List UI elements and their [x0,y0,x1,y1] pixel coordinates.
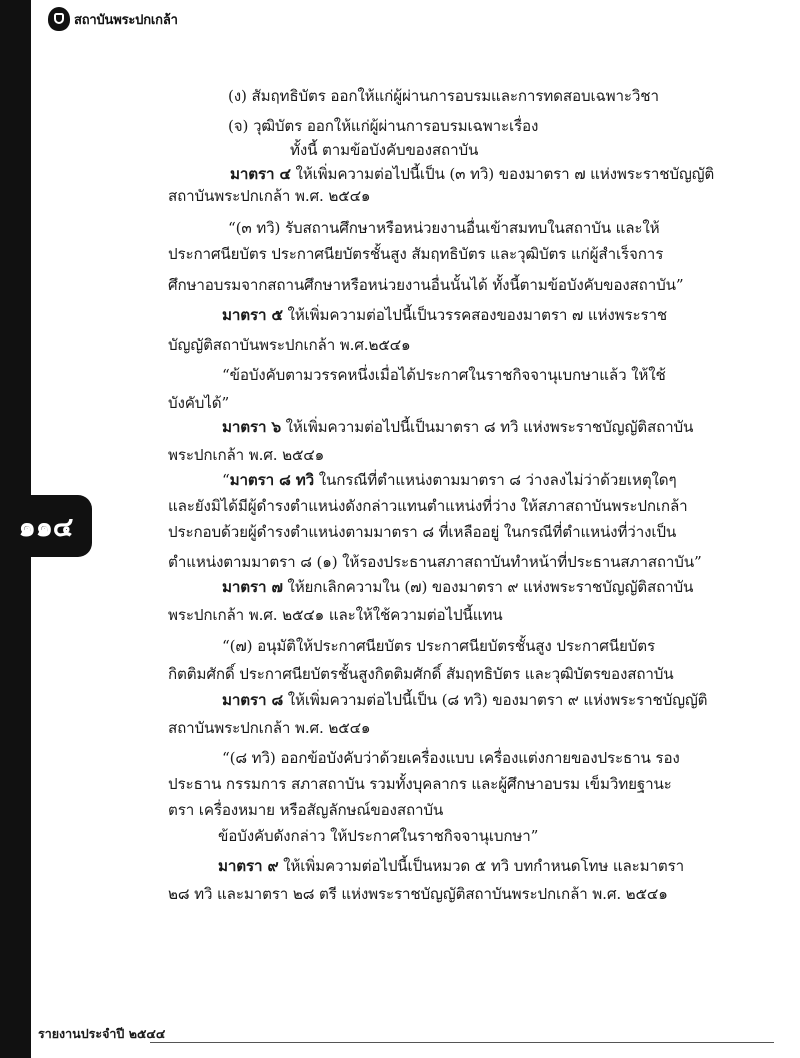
line-text: “ข้อบังคับตามวรรคหนึ่งเมื่อได้ประกาศในราชกิจจานุเบกษาแล้ว ให้ใช้ [222,366,666,384]
line-text: (ง) สัมฤทธิบัตร ออกให้แก่ผู้ผ่านการอบรมและการทดสอบเฉพาะวิชา [228,87,659,105]
text-line [230,164,714,184]
text-line [228,116,538,136]
text-line [168,718,370,738]
line-text: ตรา เครื่องหมาย หรือสัญลักษณ์ของสถาบัน [168,801,444,819]
line-text: “ [222,471,230,489]
text-line [218,826,538,846]
text-line [222,690,707,710]
text-line [228,218,660,238]
line-text: “(๓ ทวิ) รับสถานศึกษาหรือหน่วยงานอื่นเข้าสมทบในสถาบัน และให้ [228,219,660,237]
text-line [168,774,672,794]
text-line [222,417,693,437]
line-text: สถาบันพระปกเกล้า พ.ศ. ๒๕๔๑ [168,187,371,205]
line-text: ให้เพิ่มความต่อไปนี้เป็น (๓ ทวิ) ของมาตรา ๗ แห่งพระราชบัญญัติ [290,165,715,183]
text-line [168,244,663,264]
section-heading: มาตรา ๘ [222,691,284,709]
section-heading: มาตรา ๘ ทวิ [229,471,315,489]
footer-label: รายงานประจำปี ๒๕๔๔ [38,1026,166,1041]
line-text: ทั้งนี้ ตามข้อบังคับของสถาบัน [290,141,479,159]
line-text: ประกอบด้วยผู้ดำรงตำแหน่งตามมาตรา ๘ ที่เหลืออยู่ ในกรณีที่ตำแหน่งที่ว่างเป็น [168,523,677,541]
text-line [222,305,667,325]
section-heading: มาตรา ๖ [222,418,281,436]
text-line [168,884,668,904]
line-text: ให้เพิ่มความต่อไปนี้เป็น (๘ ทวิ) ของมาตรา ๙ แห่งพระราชบัญญัติ [283,691,708,709]
text-line [222,577,693,597]
line-text: ให้เพิ่มความต่อไปนี้เป็นหมวด ๕ ทวิ บทกำหนดโทษ และมาตรา [278,857,685,875]
page-number-tab: ๑๑๔ [0,495,92,557]
text-line [228,86,659,106]
institute-logo-icon [48,7,70,31]
text-line [222,636,655,656]
page-header [48,6,178,32]
text-line [290,140,478,160]
text-line [168,605,502,625]
text-line [168,393,229,413]
line-text: ประธาน กรรมการ สภาสถาบัน รวมทั้งบุคลากร และผู้ศึกษาอบรม เข็มวิทยฐานะ [168,775,672,793]
line-text: ๒๘ ทวิ และมาตรา ๒๘ ตรี แห่งพระราชบัญญัติสถาบันพระปกเกล้า พ.ศ. ๒๕๔๑ [168,885,668,903]
text-line [168,496,688,516]
section-heading: มาตรา ๕ [222,306,283,324]
footer-rule [150,1042,774,1043]
line-text: (จ) วุฒิบัตร ออกให้แก่ผู้ผ่านการอบรมเฉพาะเรื่อง [228,117,539,135]
text-line [222,365,666,385]
text-line [168,275,683,295]
line-text: “(๘ ทวิ) ออกข้อบังคับว่าด้วยเครื่องแบบ เครื่องแต่งกายของประธาน รอง [222,749,680,767]
line-text: ในกรณีที่ตำแหน่งตามมาตรา ๘ ว่างลงไม่ว่าด้วยเหตุใดๆ [314,471,677,489]
section-heading: มาตรา ๔ [230,165,291,183]
text-line [222,470,677,490]
line-text: พระปกเกล้า พ.ศ. ๒๕๔๑ [168,446,325,464]
line-text: ประกาศนียบัตร ประกาศนียบัตรชั้นสูง สัมฤทธิบัตร และวุฒิบัตร แก่ผู้สำเร็จการ [168,245,664,263]
line-text: สถาบันพระปกเกล้า พ.ศ. ๒๕๔๑ [168,719,371,737]
line-text: บัญญัติสถาบันพระปกเกล้า พ.ศ.๒๕๔๑ [168,336,411,354]
text-line [168,445,324,465]
text-line [168,186,370,206]
line-text: พระปกเกล้า พ.ศ. ๒๕๔๑ และให้ใช้ความต่อไปนี้แทน [168,606,503,624]
line-text: ให้เพิ่มความต่อไปนี้เป็นมาตรา ๘ ทวิ แห่งพระราชบัญญัติสถาบัน [280,418,694,436]
line-text: ข้อบังคับดังกล่าว ให้ประกาศในราชกิจจานุเบกษา” [218,827,539,845]
section-heading: มาตรา ๗ [222,578,283,596]
line-text: “(๗) อนุมัติให้ประกาศนียบัตร ประกาศนียบัตรชั้นสูง ประกาศนียบัตร [222,637,655,655]
line-text: และยังมิได้มีผู้ดำรงตำแหน่งดังกล่าวแทนตำแหน่งที่ว่าง ให้สภาสถาบันพระปกเกล้า [168,497,688,515]
text-line [168,335,411,355]
text-line [168,522,676,542]
line-text: ตำแหน่งตามมาตรา ๘ (๑) ให้รองประธานสภาสถาบันทำหน้าที่ประธานสภาสถาบัน” [168,553,702,571]
text-line [168,800,443,820]
line-text: ให้ยกเลิกความใน (๗) ของมาตรา ๙ แห่งพระราชบัญญัติสถาบัน [282,578,694,596]
text-line [218,856,684,876]
text-line [168,552,702,572]
section-heading: มาตรา ๙ [218,857,279,875]
text-line [222,748,680,768]
line-text: ศึกษาอบรมจากสถานศึกษาหรือหน่วยงานอื่นนั้นได้ ทั้งนี้ตามข้อบังคับของสถาบัน” [168,276,684,294]
line-text: บังคับได้” [168,394,230,412]
line-text: ให้เพิ่มความต่อไปนี้เป็นวรรคสองของมาตรา ๗ แห่งพระราช [282,306,668,324]
institute-name: สถาบันพระปกเกล้า [74,12,178,28]
line-text: กิตติมศักดิ์ ประกาศนียบัตรชั้นสูงกิตติมศักดิ์ สัมฤทธิบัตร และวุฒิบัตรของสถาบัน [168,665,674,683]
text-line [168,664,674,684]
